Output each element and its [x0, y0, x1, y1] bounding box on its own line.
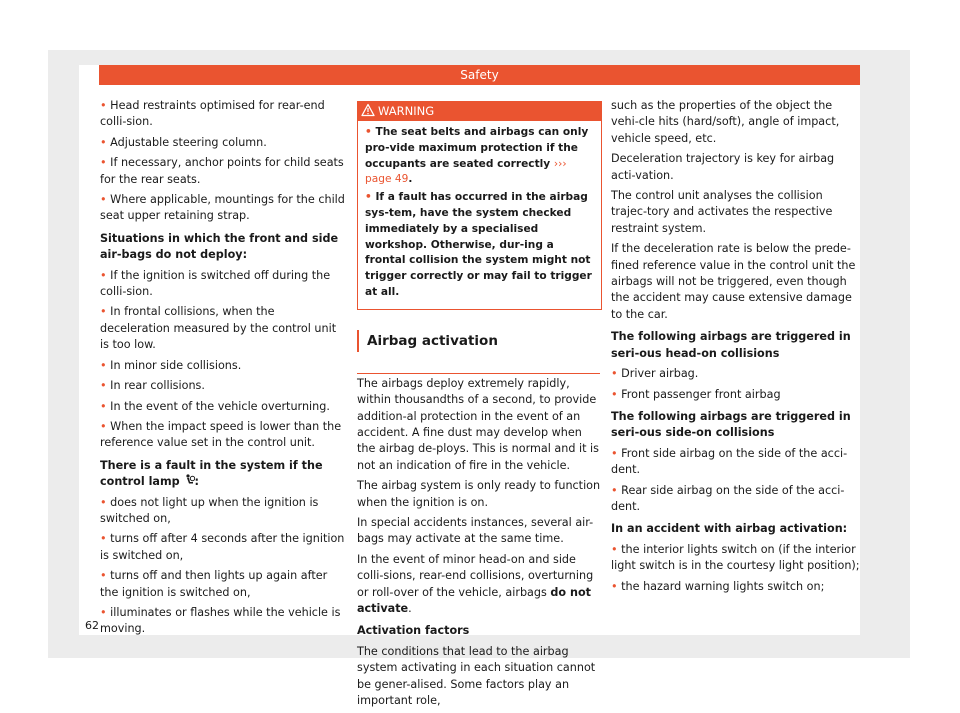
list-item: • Rear side airbag on the side of the acci-dent.: [611, 483, 845, 513]
list-item: • turns off and then lights up again after the ignition is switched on,: [100, 569, 328, 599]
list-item: • In minor side collisions.: [100, 358, 242, 372]
bullet-icon: •: [365, 191, 372, 204]
list-item: • the hazard warning lights switch on;: [611, 579, 825, 593]
list-item: • does not light up when the ignition is switched on,: [100, 495, 319, 525]
warning-item: • The seat belts and airbags can only pro-vide maximum protection if the occupants are seated correctly ››› page 49.: [365, 126, 589, 186]
paragraph: The control unit analyses the collision trajec-tory and activates the respective restraint system.: [611, 189, 833, 235]
list-item: • In frontal collisions, when the deceleration measured by the control unit is too low.: [100, 305, 337, 352]
list-item: • Driver airbag.: [611, 367, 699, 381]
list-item: • Adjustable steering column.: [100, 135, 267, 149]
bullet-icon: •: [611, 579, 618, 593]
page-reference-link[interactable]: ››› page 49: [365, 157, 567, 186]
list-item: • When the impact speed is lower than the reference value set in the control unit.: [100, 419, 342, 450]
warning-header: [358, 101, 601, 121]
bullet-icon: •: [100, 135, 107, 149]
paragraph: The conditions that lead to the airbag system activating in each situation cannot be gener-alised. Some factors play an important role,: [357, 644, 596, 708]
warning-triangle-icon: [361, 103, 375, 117]
heading-no-deploy: Situations in which the front and side air-bags do not deploy:: [100, 231, 339, 262]
bullet-icon: •: [100, 358, 107, 372]
list-item: • If necessary, anchor points for child seats for the rear seats.: [100, 156, 344, 186]
heading-accident: In an accident with airbag activation:: [611, 522, 848, 536]
heading-sideon: The following airbags are triggered in seri-ous side-on collisions: [611, 409, 851, 440]
bullet-icon: •: [611, 542, 618, 556]
bullet-icon: •: [100, 569, 107, 583]
list-item: • In rear collisions.: [100, 379, 205, 393]
paragraph: In the event of minor head-on and side colli-sions, rear-end collisions, overturning or roll-over of the vehicle, airbags do not activate.: [357, 552, 594, 616]
list-item: • Front passenger front airbag: [611, 387, 781, 401]
section-divider: [357, 373, 600, 374]
paragraph: Deceleration trajectory is key for airbag acti-vation.: [611, 152, 835, 182]
list-item: • Front side airbag on the side of the acci-dent.: [611, 446, 848, 477]
paragraph: The airbag system is only ready to function when the ignition is on.: [357, 479, 601, 509]
list-item: • the interior lights switch on (if the interior light switch is in the courtesy light position);: [611, 542, 860, 573]
bullet-icon: •: [100, 193, 107, 207]
section-heading-block: [357, 330, 602, 366]
paragraph: In special accidents instances, several air-bags may activate at the same time.: [357, 516, 594, 546]
paragraph: If the deceleration rate is below the prede-fined reference value in the control unit the airbags will not be triggered, even though the accident may cause extensive damage to the car.: [611, 242, 856, 321]
bullet-icon: •: [100, 99, 107, 112]
paragraph: The airbags deploy extremely rapidly, within thousandths of a second, to provide addition-al protection in the event of an accident. A fine dust may develop when the airbag de-ploys. This is normal and it is not an indication of fire in the vehicle.: [357, 376, 599, 472]
bullet-icon: •: [100, 532, 107, 546]
bullet-icon: •: [100, 379, 107, 393]
warning-body: [358, 121, 601, 309]
section-header: [99, 65, 860, 85]
section-header-title: Safety: [460, 68, 499, 82]
column-left: [100, 98, 346, 642]
bullet-icon: •: [100, 305, 107, 319]
list-item: • turns off after 4 seconds after the ignition is switched on,: [100, 532, 345, 562]
bullet-icon: •: [611, 367, 618, 381]
list-item: • Head restraints optimised for rear-end colli-sion.: [100, 99, 325, 129]
heading-headon: The following airbags are triggered in seri-ous head-on collisions: [611, 330, 851, 360]
warning-box: [357, 101, 602, 310]
bullet-icon: •: [100, 268, 107, 282]
list-item: • In the event of the vehicle overturning.: [100, 399, 330, 413]
warning-title: WARNING: [378, 104, 435, 118]
heading-fault: There is a fault in the system if the control lamp :: [100, 458, 323, 489]
bullet-icon: •: [611, 387, 618, 401]
column-middle: [357, 101, 602, 713]
page-number: 62: [85, 619, 99, 632]
list-item: • If the ignition is switched off during the colli-sion.: [100, 268, 331, 299]
bullet-icon: •: [100, 495, 107, 509]
bullet-icon: •: [100, 605, 107, 619]
bullet-icon: •: [100, 419, 107, 433]
bullet-icon: •: [365, 126, 372, 138]
column-right: [611, 98, 861, 599]
section-title: Airbag activation: [357, 330, 602, 352]
heading-activation-factors: Activation factors: [357, 624, 470, 638]
bullet-icon: •: [100, 156, 107, 170]
airbag-lamp-icon: [184, 474, 195, 486]
bullet-icon: •: [611, 446, 618, 460]
warning-item: • If a fault has occurred in the airbag sys-tem, have the system checked immediately by a specialised workshop. Otherwise, dur-ing a frontal collision the system might not trigger correctly or may fail to trigger at all.: [365, 191, 592, 298]
bullet-icon: •: [100, 399, 107, 413]
bullet-icon: •: [611, 483, 618, 497]
list-item: • Where applicable, mountings for the child seat upper retaining strap.: [100, 193, 345, 223]
paragraph: such as the properties of the object the vehi-cle hits (hard/soft), angle of impact, vehicle speed, etc.: [611, 99, 840, 145]
list-item: • illuminates or flashes while the vehicle is moving.: [100, 605, 341, 636]
